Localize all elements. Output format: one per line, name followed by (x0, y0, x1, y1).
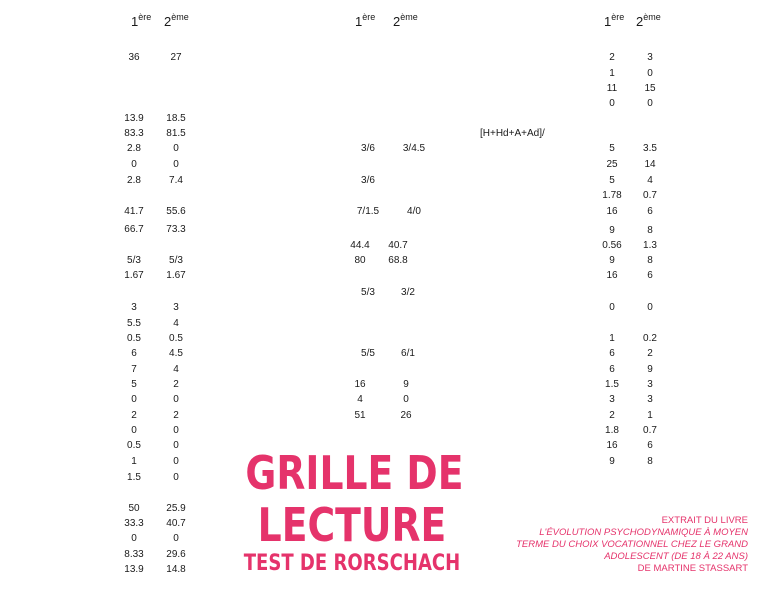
value-second: 0 (173, 440, 179, 451)
citation-line-5: DE MARTINE STASSART (637, 563, 748, 574)
value-second: 25.9 (166, 503, 186, 514)
value-second: 0 (173, 394, 179, 405)
value-second: 14 (644, 159, 656, 170)
value-first: 1 (609, 333, 615, 344)
value-second: 4.5 (169, 348, 183, 359)
value-second: 0 (173, 425, 179, 436)
value-first: 36 (128, 52, 140, 63)
value-second: 3.5 (643, 143, 657, 154)
value-first: 1 (131, 456, 137, 467)
value-first: 8.33 (124, 549, 144, 560)
value-second: 0 (173, 533, 179, 544)
value-second: 3 (173, 302, 179, 313)
title-line-1: GRILLE DE (245, 446, 464, 500)
row-label: [H+Hd+A+Ad]/ (480, 128, 545, 139)
value-second: 4 (647, 175, 653, 186)
title-subtitle: TEST DE RORSCHACH (243, 551, 461, 576)
value-second: 40.7 (166, 518, 186, 529)
value-second: 29.6 (166, 549, 186, 560)
value-second: 4 (173, 318, 179, 329)
value-first: 16 (606, 440, 618, 451)
value-second: 0 (173, 159, 179, 170)
citation-line-3: TERME DU CHOIX VOCATIONNEL CHEZ LE GRAND (516, 539, 748, 550)
value-second: 6 (647, 206, 653, 217)
col2-header-second: 2ème (393, 12, 418, 29)
value-first: 5.5 (127, 318, 141, 329)
value-second: 8 (647, 255, 653, 266)
value-first: 80 (354, 255, 366, 266)
col1-header-second: 2ème (164, 12, 189, 29)
value-first: 83.3 (124, 128, 144, 139)
value-second: 73.3 (166, 224, 186, 235)
value-second: 0 (403, 394, 409, 405)
value-first: 5/3 (361, 287, 375, 298)
citation-line-1: EXTRAIT DU LIVRE (661, 515, 748, 526)
value-second: 3 (647, 52, 653, 63)
value-second: 3/2 (401, 287, 415, 298)
value-second: 8 (647, 456, 653, 467)
value-second: 15 (644, 83, 656, 94)
value-second: 4/0 (407, 206, 421, 217)
value-second: 8 (647, 225, 653, 236)
value-first: 5/5 (361, 348, 375, 359)
value-second: 2 (173, 410, 179, 421)
value-first: 5 (609, 175, 615, 186)
value-first: 5 (609, 143, 615, 154)
value-first: 3 (609, 394, 615, 405)
value-first: 0 (131, 394, 137, 405)
value-first: 2 (609, 52, 615, 63)
value-first: 0 (131, 533, 137, 544)
value-first: 33.3 (124, 518, 144, 529)
value-second: 9 (403, 379, 409, 390)
value-first: 6 (609, 364, 615, 375)
value-first: 44.4 (350, 240, 370, 251)
value-first: 3/6 (361, 175, 375, 186)
value-second: 0.7 (643, 190, 657, 201)
value-second: 0 (173, 143, 179, 154)
col2-header-first: 1ère (355, 12, 376, 29)
value-first: 13.9 (124, 113, 144, 124)
value-second: 26 (400, 410, 412, 421)
value-first: 1.5 (605, 379, 619, 390)
value-first: 1.67 (124, 270, 144, 281)
value-second: 0 (173, 456, 179, 467)
title-line-2: LECTURE (257, 498, 447, 552)
value-first: 51 (354, 410, 366, 421)
value-first: 25 (606, 159, 618, 170)
value-second: 1.67 (166, 270, 186, 281)
value-first: 0 (131, 159, 137, 170)
value-second: 0.7 (643, 425, 657, 436)
value-first: 2.8 (127, 175, 141, 186)
value-second: 81.5 (166, 128, 186, 139)
value-second: 7.4 (169, 175, 183, 186)
value-second: 18.5 (166, 113, 186, 124)
citation-line-4: ADOLESCENT (DE 18 À 22 ANS) (604, 551, 748, 562)
value-first: 7/1.5 (356, 206, 380, 217)
value-first: 0 (131, 425, 137, 436)
value-first: 41.7 (124, 206, 144, 217)
value-second: 0 (647, 302, 653, 313)
value-second: 0 (647, 98, 653, 109)
value-first: 16 (606, 206, 618, 217)
value-second: 3 (647, 379, 653, 390)
value-first: 3/6 (361, 143, 375, 154)
value-first: 5 (131, 379, 137, 390)
value-second: 0 (173, 472, 179, 483)
value-first: 16 (354, 379, 366, 390)
value-second: 9 (647, 364, 653, 375)
value-second: 27 (170, 52, 182, 63)
value-first: 0 (609, 98, 615, 109)
value-second: 68.8 (388, 255, 408, 266)
value-first: 6 (131, 348, 137, 359)
value-second: 0 (647, 68, 653, 79)
value-first: 1.5 (127, 472, 141, 483)
value-second: 4 (173, 364, 179, 375)
value-second: 3 (647, 394, 653, 405)
value-first: 0.5 (127, 440, 141, 451)
value-second: 6/1 (401, 348, 415, 359)
value-second: 6 (647, 270, 653, 281)
value-first: 16 (606, 270, 618, 281)
value-first: 1.78 (602, 190, 622, 201)
value-second: 1 (647, 410, 653, 421)
value-first: 13.9 (124, 564, 144, 575)
value-second: 2 (173, 379, 179, 390)
value-second: 0.5 (169, 333, 183, 344)
col3-header-second: 2ème (636, 12, 661, 29)
value-first: 50 (128, 503, 140, 514)
value-first: 5/3 (127, 255, 141, 266)
value-second: 2 (647, 348, 653, 359)
value-first: 2.8 (127, 143, 141, 154)
value-first: 11 (606, 83, 618, 94)
value-first: 2 (609, 410, 615, 421)
value-first: 3 (131, 302, 137, 313)
value-first: 6 (609, 348, 615, 359)
value-second: 6 (647, 440, 653, 451)
value-first: 0.56 (602, 240, 622, 251)
value-first: 9 (609, 456, 615, 467)
citation-line-2: L'ÉVOLUTION PSYCHODYNAMIQUE À MOYEN (539, 527, 748, 538)
value-first: 2 (131, 410, 137, 421)
value-second: 55.6 (166, 206, 186, 217)
value-first: 66.7 (124, 224, 144, 235)
value-second: 40.7 (388, 240, 408, 251)
value-second: 5/3 (169, 255, 183, 266)
value-first: 1.8 (605, 425, 619, 436)
col3-header-first: 1ère (604, 12, 625, 29)
value-first: 4 (357, 394, 363, 405)
value-second: 1.3 (643, 240, 657, 251)
col1-header-first: 1ère (131, 12, 152, 29)
value-first: 0.5 (127, 333, 141, 344)
value-first: 0 (609, 302, 615, 313)
value-second: 14.8 (166, 564, 186, 575)
value-second: 3/4.5 (402, 143, 426, 154)
value-first: 9 (609, 225, 615, 236)
value-second: 0.2 (643, 333, 657, 344)
value-first: 1 (609, 68, 615, 79)
value-first: 9 (609, 255, 615, 266)
value-first: 7 (131, 364, 137, 375)
